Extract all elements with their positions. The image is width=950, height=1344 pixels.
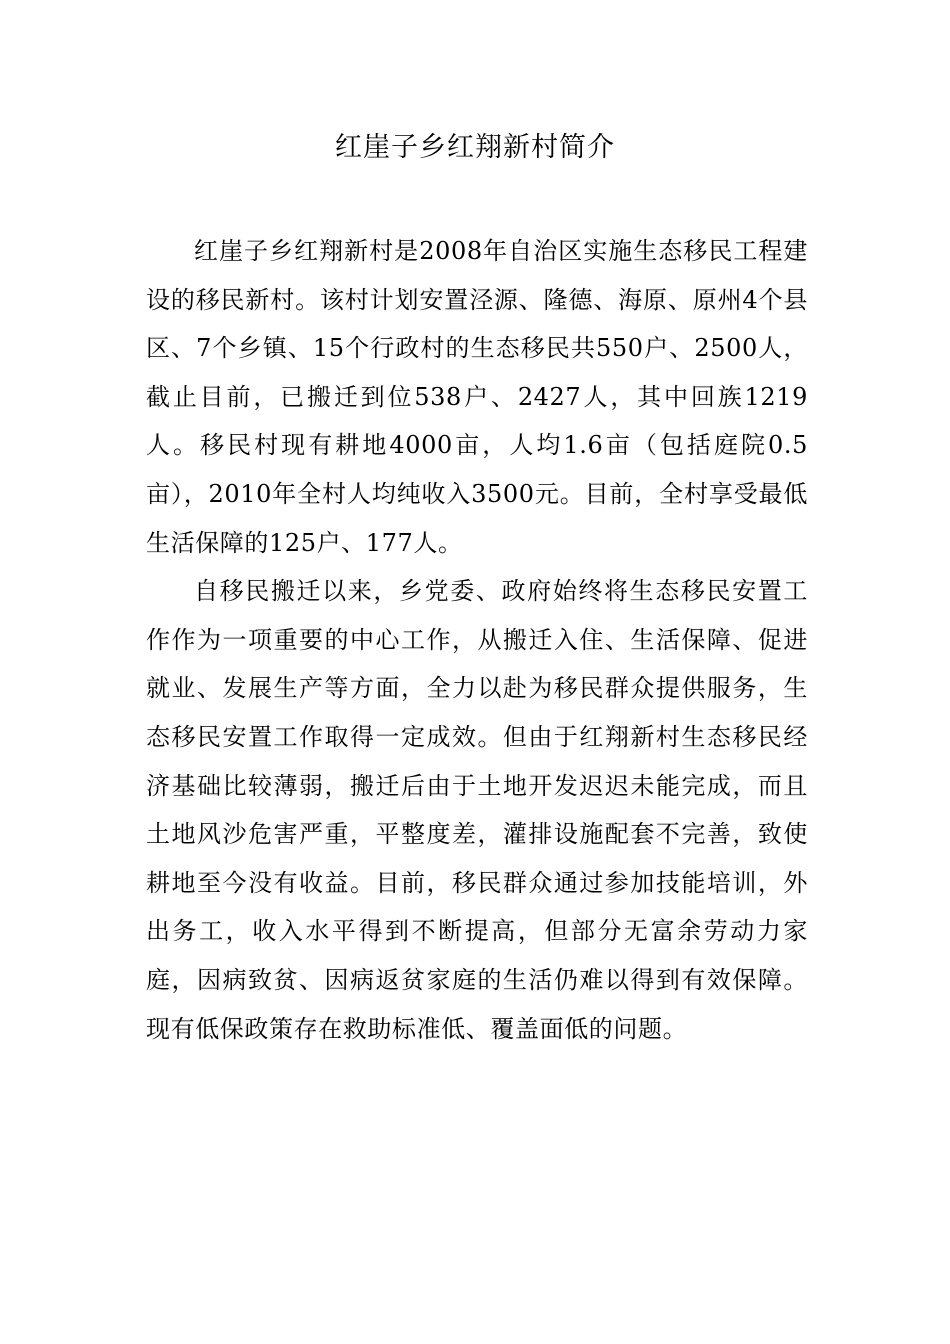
document-title: 红崖子乡红翔新村简介 [335, 132, 615, 163]
paragraph-1: 红崖子乡红翔新村是2008年自治区实施生态移民工程建设的移民新村。该村计划安置泾源、隆德、海原、原州4个县区、7个乡镇、15个行政村的生态移民共550户、2500人，截止目前，已搬迁到位538户、2427人，其中回族1219人。移民村现有耕地4000亩，人均1.6亩（包括庭院0.5亩），2010年全村人均纯收入3500元。目前，全村享受最低生活保障的125户、177人。 [146, 237, 808, 557]
document-body [146, 227, 808, 1053]
paragraph-2: 自移民搬迁以来，乡党委、政府始终将生态移民安置工作作为一项重要的中心工作，从搬迁入住、生活保障、促进就业、发展生产等方面，全力以赴为移民群众提供服务，生态移民安置工作取得一定成效。但由于红翔新村生态移民经济基础比较薄弱，搬迁后由于土地开发迟迟未能完成，而且土地风沙危害严重，平整度差，灌排设施配套不完善，致使耕地至今没有收益。目前，移民群众通过参加技能培训，外出务工，收入水平得到不断提高，但部分无富余劳动力家庭，因病致贫、因病返贫家庭的生活仍难以得到有效保障。现有低保政策存在救助标准低、覆盖面低的问题。 [146, 577, 808, 1043]
